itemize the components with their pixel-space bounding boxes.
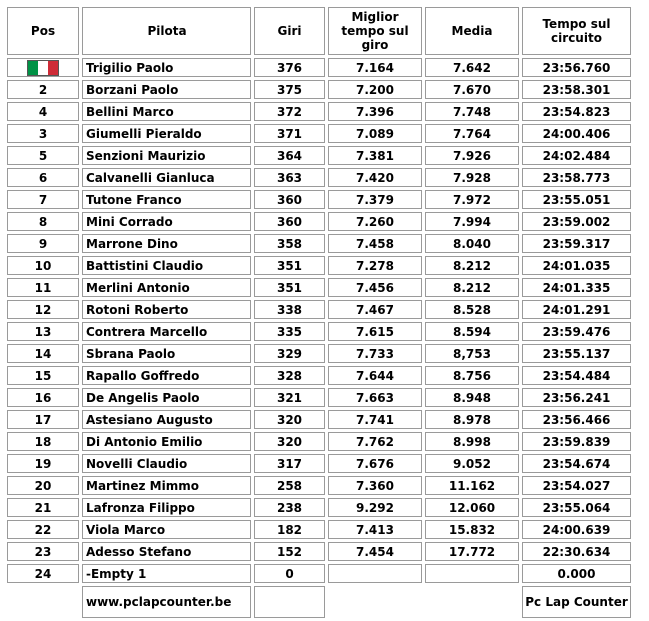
total-time-cell: 23:54.484: [522, 366, 631, 385]
italy-flag-icon: [27, 60, 59, 76]
laps-cell: 351: [254, 256, 325, 275]
average-cell: 8.212: [425, 278, 519, 297]
laps-cell: 360: [254, 190, 325, 209]
pos-cell: 5: [7, 146, 79, 165]
pilot-cell: De Angelis Paolo: [82, 388, 251, 407]
pilot-cell: Sbrana Paolo: [82, 344, 251, 363]
pos-cell: 14: [7, 344, 79, 363]
footer-empty-cell: [425, 586, 519, 618]
total-time-cell: 23:54.027: [522, 476, 631, 495]
laps-cell: 371: [254, 124, 325, 143]
pos-cell: 9: [7, 234, 79, 253]
pos-cell: 3: [7, 124, 79, 143]
pilot-cell: Marrone Dino: [82, 234, 251, 253]
pos-cell: 6: [7, 168, 79, 187]
pos-cell: 20: [7, 476, 79, 495]
total-time-cell: 24:01.035: [522, 256, 631, 275]
laps-cell: 152: [254, 542, 325, 561]
header-best-lap: Miglior tempo sul giro: [328, 7, 422, 55]
average-cell: 8.756: [425, 366, 519, 385]
total-time-cell: 23:59.476: [522, 322, 631, 341]
footer-empty-cell: [7, 586, 79, 618]
average-cell: 11.162: [425, 476, 519, 495]
table-row: [7, 212, 631, 231]
table-row: [7, 322, 631, 341]
footer-empty-cell: [328, 586, 422, 618]
best-lap-cell: 7.454: [328, 542, 422, 561]
best-lap-cell: 7.420: [328, 168, 422, 187]
total-time-cell: 23:55.051: [522, 190, 631, 209]
best-lap-cell: 7.615: [328, 322, 422, 341]
table-row: [7, 520, 631, 539]
total-time-cell: 23:58.773: [522, 168, 631, 187]
best-lap-cell: 7.741: [328, 410, 422, 429]
pos-cell: 4: [7, 102, 79, 121]
table-row: [7, 498, 631, 517]
pilot-cell: Adesso Stefano: [82, 542, 251, 561]
table-row: [7, 432, 631, 451]
average-cell: 8.978: [425, 410, 519, 429]
pos-cell: 16: [7, 388, 79, 407]
laps-cell: 351: [254, 278, 325, 297]
laps-cell: 360: [254, 212, 325, 231]
average-cell: 7.928: [425, 168, 519, 187]
average-cell: 7.764: [425, 124, 519, 143]
header-total-time: Tempo sul circuito: [522, 7, 631, 55]
pilot-cell: Giumelli Pieraldo: [82, 124, 251, 143]
best-lap-cell: 7.360: [328, 476, 422, 495]
average-cell: 7.994: [425, 212, 519, 231]
best-lap-cell: 7.456: [328, 278, 422, 297]
best-lap-cell: 7.278: [328, 256, 422, 275]
table-row: [7, 278, 631, 297]
total-time-cell: 0.000: [522, 564, 631, 583]
average-cell: 8.040: [425, 234, 519, 253]
table-row: [7, 256, 631, 275]
pilot-cell: Novelli Claudio: [82, 454, 251, 473]
total-time-cell: 24:00.406: [522, 124, 631, 143]
table-row: [7, 190, 631, 209]
average-cell: 15.832: [425, 520, 519, 539]
pos-cell: 11: [7, 278, 79, 297]
best-lap-cell: 7.089: [328, 124, 422, 143]
header-laps: Giri: [254, 7, 325, 55]
pilot-cell: Calvanelli Gianluca: [82, 168, 251, 187]
pos-cell: 10: [7, 256, 79, 275]
total-time-cell: 23:59.002: [522, 212, 631, 231]
pos-cell: 19: [7, 454, 79, 473]
header-pilot: Pilota: [82, 7, 251, 55]
table-row: [7, 410, 631, 429]
best-lap-cell: [328, 564, 422, 583]
pilot-cell: Battistini Claudio: [82, 256, 251, 275]
laps-cell: 329: [254, 344, 325, 363]
total-time-cell: 23:59.317: [522, 234, 631, 253]
table-row: [7, 564, 631, 583]
pilot-cell: Di Antonio Emilio: [82, 432, 251, 451]
average-cell: 8.998: [425, 432, 519, 451]
total-time-cell: 23:56.466: [522, 410, 631, 429]
table-row: [7, 58, 631, 77]
footer-row: [7, 586, 631, 618]
laps-cell: 321: [254, 388, 325, 407]
best-lap-cell: 7.663: [328, 388, 422, 407]
table-row: [7, 542, 631, 561]
average-cell: 8.528: [425, 300, 519, 319]
laps-cell: 375: [254, 80, 325, 99]
pilot-cell: Contrera Marcello: [82, 322, 251, 341]
total-time-cell: 23:55.137: [522, 344, 631, 363]
best-lap-cell: 7.733: [328, 344, 422, 363]
results-container: [4, 4, 634, 621]
laps-cell: 317: [254, 454, 325, 473]
laps-cell: 358: [254, 234, 325, 253]
total-time-cell: 23:54.823: [522, 102, 631, 121]
table-row: [7, 366, 631, 385]
best-lap-cell: 7.200: [328, 80, 422, 99]
total-time-cell: 23:55.064: [522, 498, 631, 517]
best-lap-cell: 7.467: [328, 300, 422, 319]
best-lap-cell: 7.762: [328, 432, 422, 451]
pilot-cell: Mini Corrado: [82, 212, 251, 231]
pilot-cell: Viola Marco: [82, 520, 251, 539]
table-row: [7, 344, 631, 363]
table-row: [7, 454, 631, 473]
laps-cell: 258: [254, 476, 325, 495]
header-row: [7, 7, 631, 55]
best-lap-cell: 7.676: [328, 454, 422, 473]
total-time-cell: 24:00.639: [522, 520, 631, 539]
best-lap-cell: 7.458: [328, 234, 422, 253]
best-lap-cell: 9.292: [328, 498, 422, 517]
average-cell: 12.060: [425, 498, 519, 517]
average-cell: 8.948: [425, 388, 519, 407]
table-row: [7, 300, 631, 319]
pos-cell: 23: [7, 542, 79, 561]
total-time-cell: 24:02.484: [522, 146, 631, 165]
average-cell: 8.212: [425, 256, 519, 275]
pilot-cell: Astesiano Augusto: [82, 410, 251, 429]
best-lap-cell: 7.644: [328, 366, 422, 385]
pilot-cell: Rotoni Roberto: [82, 300, 251, 319]
laps-cell: 376: [254, 58, 325, 77]
table-row: [7, 234, 631, 253]
average-cell: 7.972: [425, 190, 519, 209]
average-cell: 17.772: [425, 542, 519, 561]
pilot-cell: Borzani Paolo: [82, 80, 251, 99]
laps-cell: 320: [254, 410, 325, 429]
pilot-cell: Bellini Marco: [82, 102, 251, 121]
pos-cell: 13: [7, 322, 79, 341]
header-pos: Pos: [7, 7, 79, 55]
laps-cell: 338: [254, 300, 325, 319]
total-time-cell: 23:56.760: [522, 58, 631, 77]
pos-cell: 24: [7, 564, 79, 583]
pilot-cell: Rapallo Goffredo: [82, 366, 251, 385]
brand-label: Pc Lap Counter: [522, 586, 631, 618]
table-row: [7, 102, 631, 121]
best-lap-cell: 7.379: [328, 190, 422, 209]
results-table: [4, 4, 634, 621]
pos-cell: 15: [7, 366, 79, 385]
laps-cell: 364: [254, 146, 325, 165]
footer-blank-cell: [254, 586, 325, 618]
pilot-cell: Trigilio Paolo: [82, 58, 251, 77]
total-time-cell: 23:54.674: [522, 454, 631, 473]
total-time-cell: 23:56.241: [522, 388, 631, 407]
pilot-cell: Martinez Mimmo: [82, 476, 251, 495]
pos-cell: 7: [7, 190, 79, 209]
table-row: [7, 80, 631, 99]
laps-cell: 363: [254, 168, 325, 187]
total-time-cell: 24:01.335: [522, 278, 631, 297]
average-cell: 7.670: [425, 80, 519, 99]
average-cell: 8,753: [425, 344, 519, 363]
pos-cell: 22: [7, 520, 79, 539]
average-cell: 7.926: [425, 146, 519, 165]
laps-cell: 0: [254, 564, 325, 583]
total-time-cell: 24:01.291: [522, 300, 631, 319]
average-cell: [425, 564, 519, 583]
pos-cell: 18: [7, 432, 79, 451]
laps-cell: 238: [254, 498, 325, 517]
average-cell: 8.594: [425, 322, 519, 341]
pos-cell: 2: [7, 80, 79, 99]
laps-cell: 372: [254, 102, 325, 121]
table-row: [7, 146, 631, 165]
best-lap-cell: 7.413: [328, 520, 422, 539]
table-row: [7, 476, 631, 495]
laps-cell: 328: [254, 366, 325, 385]
average-cell: 9.052: [425, 454, 519, 473]
pos-cell: 17: [7, 410, 79, 429]
pilot-cell: -Empty 1: [82, 564, 251, 583]
laps-cell: 335: [254, 322, 325, 341]
total-time-cell: 22:30.634: [522, 542, 631, 561]
table-row: [7, 124, 631, 143]
results-body: [7, 58, 631, 583]
best-lap-cell: 7.381: [328, 146, 422, 165]
pos-cell: [7, 58, 79, 77]
total-time-cell: 23:59.839: [522, 432, 631, 451]
pilot-cell: Merlini Antonio: [82, 278, 251, 297]
laps-cell: 320: [254, 432, 325, 451]
total-time-cell: 23:58.301: [522, 80, 631, 99]
average-cell: 7.748: [425, 102, 519, 121]
pos-cell: 8: [7, 212, 79, 231]
average-cell: 7.642: [425, 58, 519, 77]
best-lap-cell: 7.164: [328, 58, 422, 77]
table-row: [7, 168, 631, 187]
website-link[interactable]: www.pclapcounter.be: [82, 586, 251, 618]
header-average: Media: [425, 7, 519, 55]
pilot-cell: Tutone Franco: [82, 190, 251, 209]
pos-cell: 21: [7, 498, 79, 517]
laps-cell: 182: [254, 520, 325, 539]
pos-cell: 12: [7, 300, 79, 319]
pilot-cell: Senzioni Maurizio: [82, 146, 251, 165]
best-lap-cell: 7.260: [328, 212, 422, 231]
pilot-cell: Lafronza Filippo: [82, 498, 251, 517]
table-row: [7, 388, 631, 407]
best-lap-cell: 7.396: [328, 102, 422, 121]
